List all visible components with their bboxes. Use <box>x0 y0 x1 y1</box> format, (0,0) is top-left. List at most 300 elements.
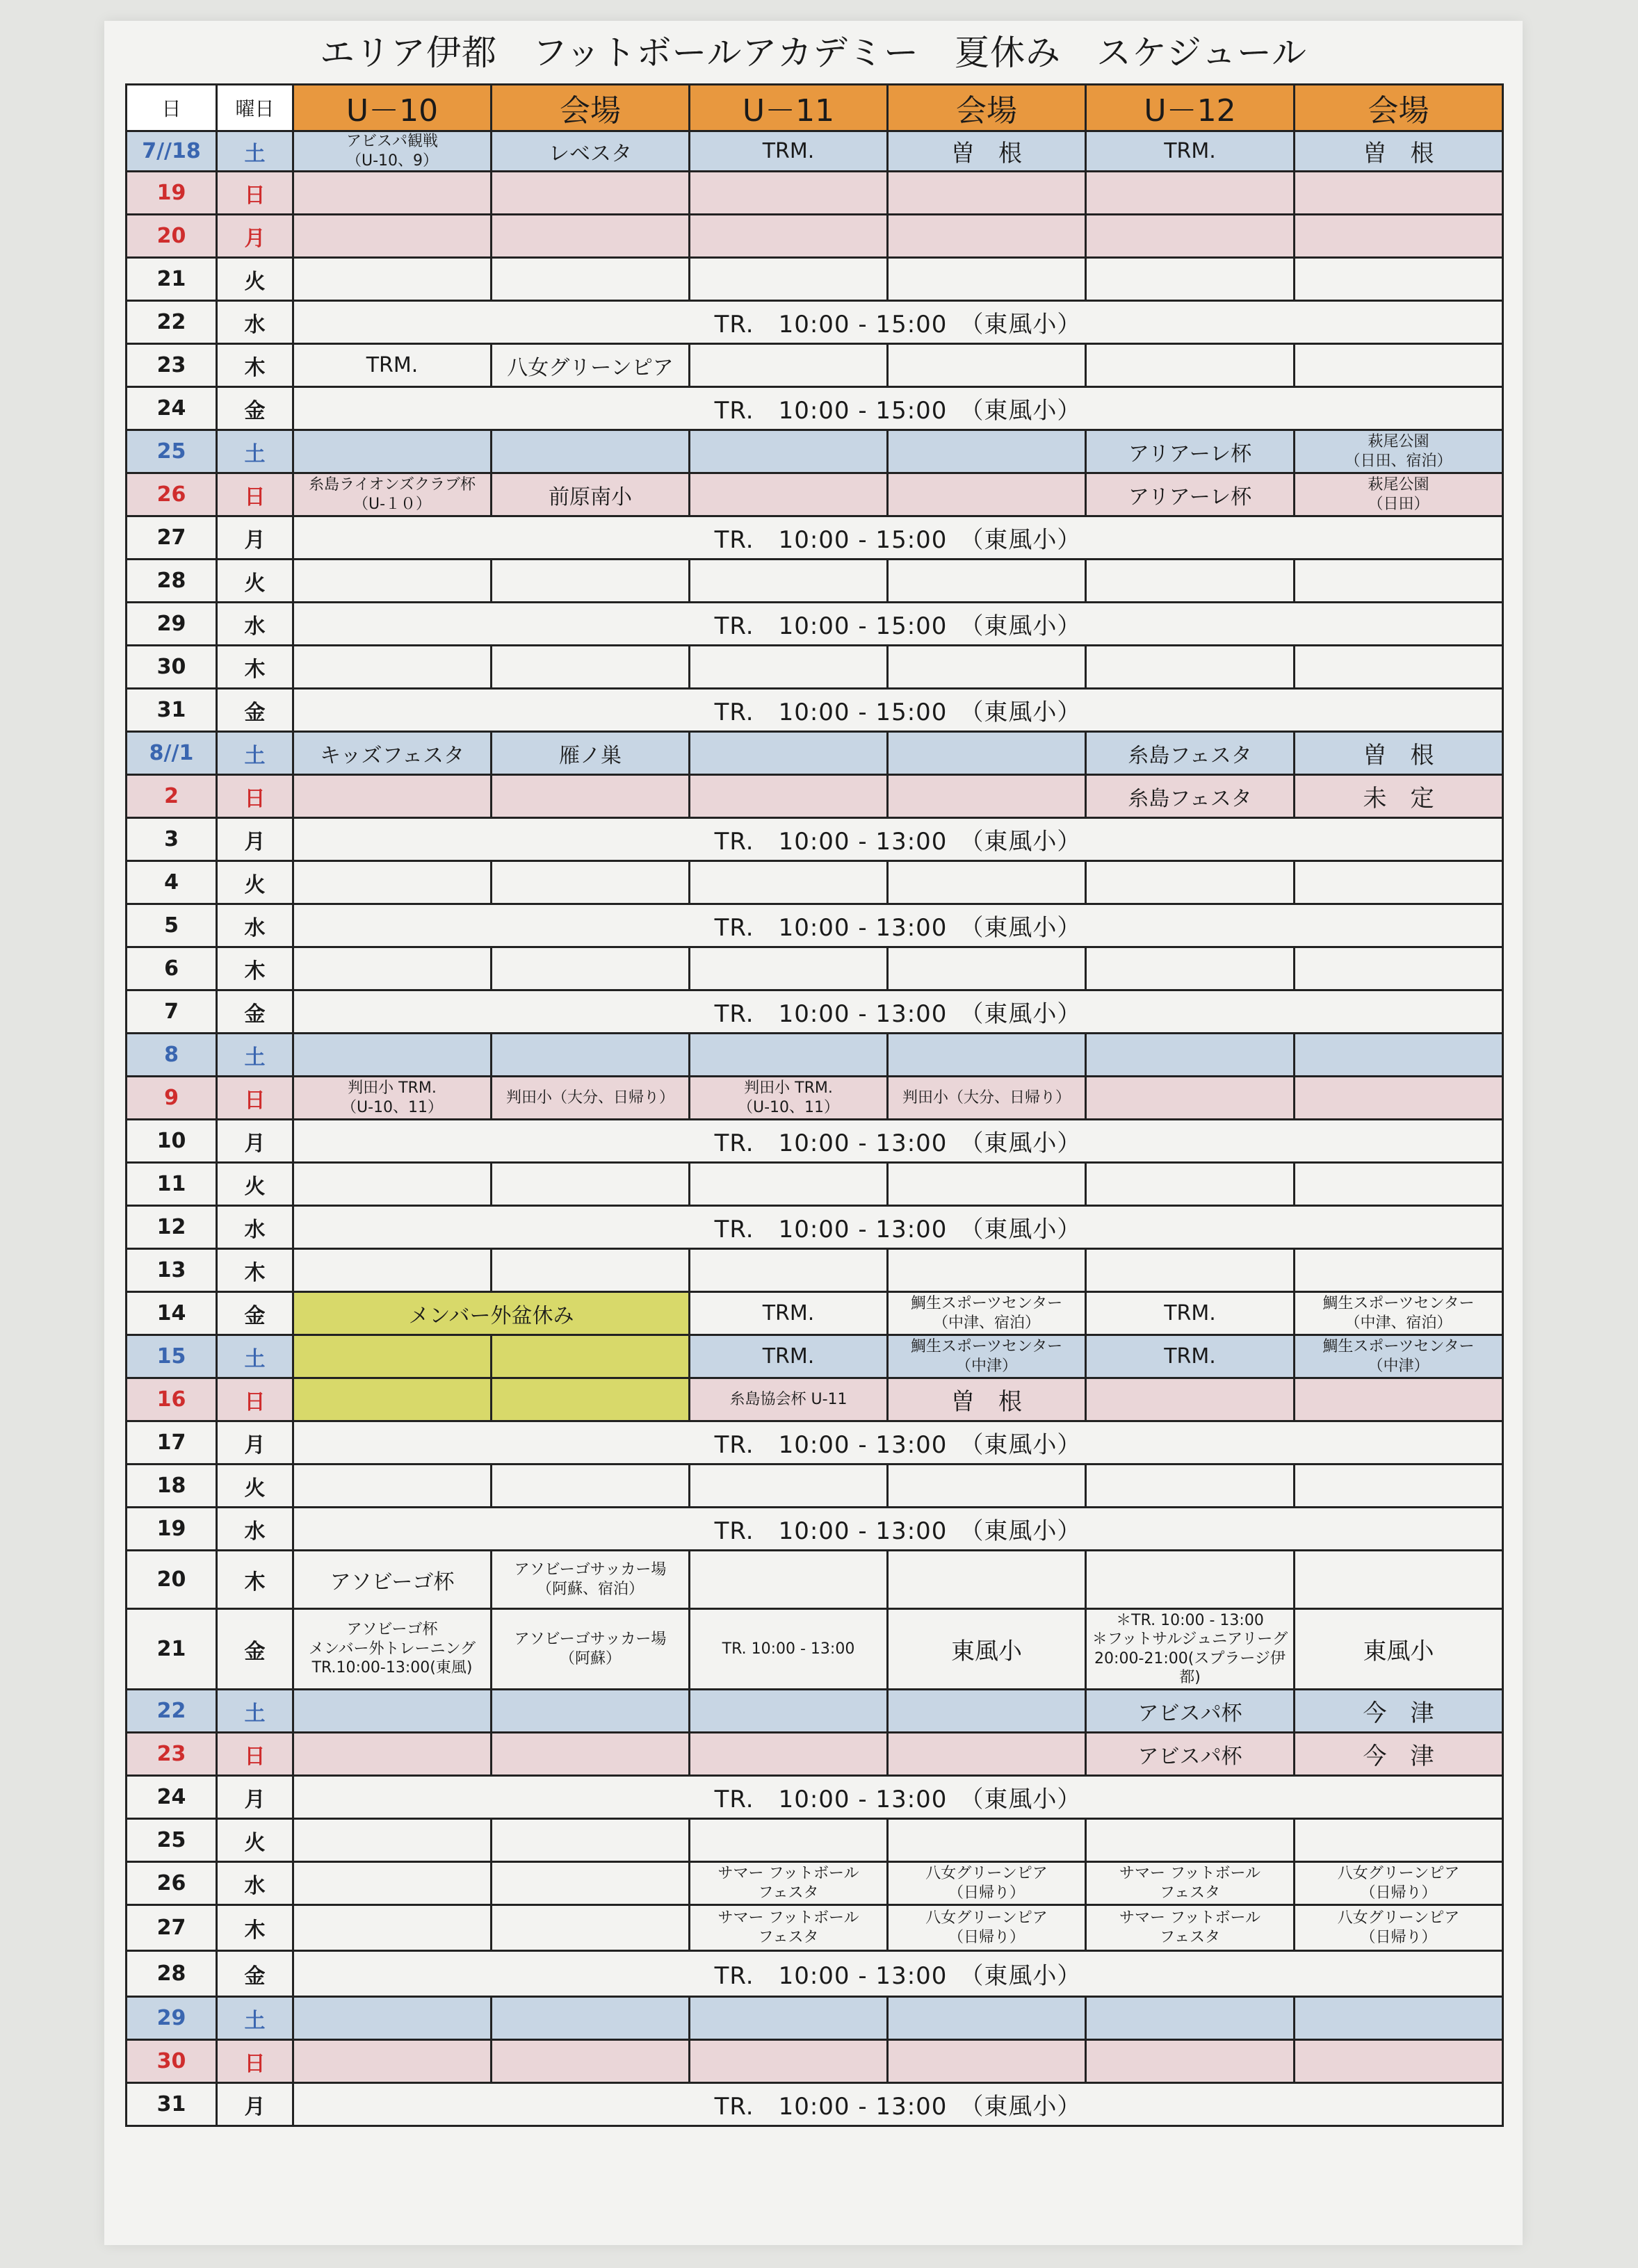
day-cell: 20 <box>127 215 217 258</box>
u10-venue-cell <box>492 1997 690 2040</box>
u12-cell <box>1086 258 1295 301</box>
table-row <box>127 1077 1503 1120</box>
day-cell: 22 <box>127 301 217 344</box>
weekday-cell: 木 <box>217 1905 293 1951</box>
u10-venue-cell <box>492 1335 690 1378</box>
u11-venue-cell: 鯛生スポーツセンター （中津） <box>888 1335 1086 1378</box>
u12-cell <box>1086 1997 1295 2040</box>
weekday-cell: 金 <box>217 387 293 430</box>
u10-venue-cell <box>492 1819 690 1862</box>
weekday-cell: 土 <box>217 1690 293 1733</box>
u12-cell <box>1086 861 1295 904</box>
table-row <box>127 818 1503 861</box>
u11-cell <box>690 2040 888 2083</box>
day-cell: 12 <box>127 1206 217 1249</box>
table-row <box>127 1034 1503 1077</box>
u10-cell: 糸島ライオンズクラブ杯 （U-１０） <box>293 473 492 516</box>
u10-cell <box>293 775 492 818</box>
day-cell: 27 <box>127 1905 217 1951</box>
training-cell: TR. 10:00 - 15:00 （東風小） <box>293 603 1503 646</box>
weekday-cell: 金 <box>217 1292 293 1335</box>
u12-cell <box>1086 1551 1295 1609</box>
u12-cell <box>1086 1249 1295 1292</box>
day-cell: 15 <box>127 1335 217 1378</box>
training-cell: TR. 10:00 - 13:00 （東風小） <box>293 904 1503 947</box>
weekday-cell: 月 <box>217 1120 293 1163</box>
training-cell: TR. 10:00 - 13:00 （東風小） <box>293 1776 1503 1819</box>
table-row <box>127 990 1503 1034</box>
u10-venue-cell <box>492 258 690 301</box>
day-cell: 16 <box>127 1378 217 1421</box>
u10-venue-cell <box>492 1733 690 1776</box>
u11-venue-cell: 東風小 <box>888 1609 1086 1690</box>
u12-venue-cell <box>1295 2040 1503 2083</box>
u11-cell <box>690 732 888 775</box>
table-row <box>127 1819 1503 1862</box>
u10-venue-cell: 八女グリーンピア <box>492 344 690 387</box>
weekday-cell: 日 <box>217 775 293 818</box>
header-day: 日 <box>127 85 217 131</box>
u12-cell <box>1086 215 1295 258</box>
u11-cell: サマー フットボール フェスタ <box>690 1905 888 1951</box>
day-cell: 31 <box>127 689 217 732</box>
u10-venue-cell: アソビーゴサッカー場 （阿蘇） <box>492 1609 690 1690</box>
training-cell: TR. 10:00 - 15:00 （東風小） <box>293 689 1503 732</box>
table-row <box>127 603 1503 646</box>
u11-venue-cell <box>888 1465 1086 1508</box>
u10-venue-cell <box>492 861 690 904</box>
table-row <box>127 1163 1503 1206</box>
u10-cell <box>293 1378 492 1421</box>
u11-venue-cell <box>888 947 1086 990</box>
day-cell: 21 <box>127 258 217 301</box>
day-cell: 24 <box>127 387 217 430</box>
u10-venue-cell <box>492 1163 690 1206</box>
day-cell: 22 <box>127 1690 217 1733</box>
header-u10-venue: 会場 <box>492 85 690 131</box>
weekday-cell: 土 <box>217 1335 293 1378</box>
u10-cell <box>293 1465 492 1508</box>
header-u11: U－11 <box>690 85 888 131</box>
u11-venue-cell <box>888 1819 1086 1862</box>
day-cell: 27 <box>127 516 217 560</box>
day-cell: 29 <box>127 1997 217 2040</box>
u11-venue-cell <box>888 775 1086 818</box>
table-row <box>127 1335 1503 1378</box>
u12-venue-cell: 曽 根 <box>1295 732 1503 775</box>
u12-venue-cell <box>1295 1249 1503 1292</box>
day-cell: 25 <box>127 1819 217 1862</box>
u10-cell <box>293 1034 492 1077</box>
u10-cell <box>293 1819 492 1862</box>
u10-venue-cell <box>492 215 690 258</box>
u10-cell <box>293 646 492 689</box>
table-row <box>127 732 1503 775</box>
weekday-cell: 火 <box>217 1163 293 1206</box>
header-row <box>127 85 1503 131</box>
u11-venue-cell <box>888 861 1086 904</box>
u10-venue-cell <box>492 430 690 473</box>
u12-venue-cell <box>1295 560 1503 603</box>
u12-cell: サマー フットボール フェスタ <box>1086 1905 1295 1951</box>
u11-cell <box>690 344 888 387</box>
weekday-cell: 金 <box>217 1951 293 1997</box>
training-cell: TR. 10:00 - 13:00 （東風小） <box>293 1951 1503 1997</box>
training-cell: TR. 10:00 - 13:00 （東風小） <box>293 1206 1503 1249</box>
u10-cell <box>293 215 492 258</box>
u10-venue-cell <box>492 1034 690 1077</box>
day-cell: 21 <box>127 1609 217 1690</box>
u11-cell: TRM. <box>690 1292 888 1335</box>
u11-venue-cell <box>888 215 1086 258</box>
u12-venue-cell <box>1295 172 1503 215</box>
table-row <box>127 2083 1503 2126</box>
weekday-cell: 火 <box>217 258 293 301</box>
table-row <box>127 904 1503 947</box>
weekday-cell: 水 <box>217 1508 293 1551</box>
u11-cell <box>690 861 888 904</box>
table-row <box>127 131 1503 172</box>
u11-venue-cell <box>888 344 1086 387</box>
u11-cell <box>690 172 888 215</box>
training-cell: TR. 10:00 - 15:00 （東風小） <box>293 301 1503 344</box>
training-cell: TR. 10:00 - 13:00 （東風小） <box>293 1508 1503 1551</box>
header-weekday: 曜日 <box>217 85 293 131</box>
day-cell: 31 <box>127 2083 217 2126</box>
weekday-cell: 月 <box>217 2083 293 2126</box>
day-cell: 30 <box>127 646 217 689</box>
table-row <box>127 1997 1503 2040</box>
u10-merged-cell: メンバー外盆休み <box>293 1292 690 1335</box>
weekday-cell: 木 <box>217 344 293 387</box>
weekday-cell: 日 <box>217 2040 293 2083</box>
u11-venue-cell <box>888 1733 1086 1776</box>
u10-venue-cell <box>492 1690 690 1733</box>
u11-venue-cell: 八女グリーンピア （日帰り） <box>888 1905 1086 1951</box>
u12-cell: アビスパ杯 <box>1086 1733 1295 1776</box>
day-cell: 4 <box>127 861 217 904</box>
u11-venue-cell <box>888 560 1086 603</box>
day-cell: 8//1 <box>127 732 217 775</box>
u11-cell: TR. 10:00 - 13:00 <box>690 1609 888 1690</box>
u11-cell <box>690 947 888 990</box>
u12-venue-cell <box>1295 1077 1503 1120</box>
table-row <box>127 1292 1503 1335</box>
u11-cell: 判田小 TRM. （U-10、11） <box>690 1077 888 1120</box>
u10-cell: キッズフェスタ <box>293 732 492 775</box>
u12-venue-cell <box>1295 947 1503 990</box>
table-row <box>127 1120 1503 1163</box>
training-cell: TR. 10:00 - 13:00 （東風小） <box>293 1421 1503 1465</box>
weekday-cell: 火 <box>217 861 293 904</box>
table-row <box>127 387 1503 430</box>
u11-cell <box>690 646 888 689</box>
day-cell: 19 <box>127 172 217 215</box>
table-row <box>127 1378 1503 1421</box>
table-row <box>127 1609 1503 1690</box>
u11-venue-cell <box>888 646 1086 689</box>
u11-venue-cell: 判田小（大分、日帰り） <box>888 1077 1086 1120</box>
weekday-cell: 火 <box>217 1819 293 1862</box>
u10-cell <box>293 947 492 990</box>
u11-venue-cell <box>888 473 1086 516</box>
u10-venue-cell: 前原南小 <box>492 473 690 516</box>
u12-venue-cell <box>1295 1551 1503 1609</box>
u10-cell <box>293 430 492 473</box>
day-cell: 28 <box>127 560 217 603</box>
day-cell: 24 <box>127 1776 217 1819</box>
weekday-cell: 木 <box>217 947 293 990</box>
u11-venue-cell <box>888 1163 1086 1206</box>
u11-venue-cell <box>888 1690 1086 1733</box>
weekday-cell: 月 <box>217 516 293 560</box>
u12-cell <box>1086 2040 1295 2083</box>
u12-venue-cell <box>1295 1378 1503 1421</box>
weekday-cell: 金 <box>217 1609 293 1690</box>
u10-venue-cell <box>492 172 690 215</box>
u11-cell <box>690 1249 888 1292</box>
u12-venue-cell: 未 定 <box>1295 775 1503 818</box>
table-row <box>127 2040 1503 2083</box>
day-cell: 14 <box>127 1292 217 1335</box>
u10-cell <box>293 1690 492 1733</box>
u10-cell <box>293 1862 492 1905</box>
header-u12-venue: 会場 <box>1295 85 1503 131</box>
table-row <box>127 215 1503 258</box>
table-row <box>127 1905 1503 1951</box>
u11-cell: TRM. <box>690 1335 888 1378</box>
weekday-cell: 金 <box>217 689 293 732</box>
u10-cell <box>293 258 492 301</box>
table-row <box>127 1862 1503 1905</box>
table-row <box>127 1690 1503 1733</box>
table-row <box>127 430 1503 473</box>
weekday-cell: 月 <box>217 818 293 861</box>
day-cell: 8 <box>127 1034 217 1077</box>
table-row <box>127 473 1503 516</box>
u11-cell <box>690 1733 888 1776</box>
table-row <box>127 947 1503 990</box>
u12-cell <box>1086 560 1295 603</box>
day-cell: 25 <box>127 430 217 473</box>
u11-cell <box>690 1690 888 1733</box>
table-row <box>127 1733 1503 1776</box>
training-cell: TR. 10:00 - 13:00 （東風小） <box>293 1120 1503 1163</box>
weekday-cell: 日 <box>217 172 293 215</box>
page-title: エリア伊都 フットボールアカデミー 夏休み スケジュール <box>320 33 1307 73</box>
day-cell: 18 <box>127 1465 217 1508</box>
header-u12: U－12 <box>1086 85 1295 131</box>
table-row <box>127 1206 1503 1249</box>
u11-venue-cell: 曽 根 <box>888 131 1086 172</box>
u12-venue-cell <box>1295 215 1503 258</box>
weekday-cell: 木 <box>217 1551 293 1609</box>
day-cell: 11 <box>127 1163 217 1206</box>
day-cell: 6 <box>127 947 217 990</box>
table-row <box>127 1249 1503 1292</box>
u12-venue-cell <box>1295 258 1503 301</box>
schedule-table <box>125 83 1504 2127</box>
u11-cell <box>690 775 888 818</box>
weekday-cell: 月 <box>217 1421 293 1465</box>
weekday-cell: 日 <box>217 1378 293 1421</box>
table-row <box>127 1421 1503 1465</box>
u12-venue-cell <box>1295 1465 1503 1508</box>
weekday-cell: 日 <box>217 1733 293 1776</box>
table-row <box>127 301 1503 344</box>
table-row <box>127 861 1503 904</box>
day-cell: 10 <box>127 1120 217 1163</box>
weekday-cell: 土 <box>217 1997 293 2040</box>
u10-cell <box>293 2040 492 2083</box>
u10-venue-cell: アソビーゴサッカー場 （阿蘇、宿泊） <box>492 1551 690 1609</box>
day-cell: 9 <box>127 1077 217 1120</box>
weekday-cell: 木 <box>217 1249 293 1292</box>
u11-venue-cell <box>888 1249 1086 1292</box>
schedule-sheet <box>104 21 1523 2245</box>
table-row <box>127 1951 1503 1997</box>
u10-venue-cell <box>492 560 690 603</box>
table-row <box>127 1776 1503 1819</box>
u10-cell: アビスパ観戦 （U-10、9） <box>293 131 492 172</box>
u11-venue-cell: 八女グリーンピア （日帰り） <box>888 1862 1086 1905</box>
day-cell: 5 <box>127 904 217 947</box>
u12-cell <box>1086 1034 1295 1077</box>
weekday-cell: 土 <box>217 131 293 172</box>
training-cell: TR. 10:00 - 15:00 （東風小） <box>293 516 1503 560</box>
training-cell: TR. 10:00 - 13:00 （東風小） <box>293 818 1503 861</box>
u10-cell <box>293 1997 492 2040</box>
u10-venue-cell <box>492 1249 690 1292</box>
day-cell: 20 <box>127 1551 217 1609</box>
u10-venue-cell <box>492 1862 690 1905</box>
u12-cell <box>1086 1378 1295 1421</box>
weekday-cell: 水 <box>217 603 293 646</box>
table-row <box>127 1551 1503 1609</box>
u10-cell: 判田小 TRM. （U-10、11） <box>293 1077 492 1120</box>
u11-cell <box>690 473 888 516</box>
u12-venue-cell <box>1295 1819 1503 1862</box>
u11-cell <box>690 1997 888 2040</box>
u10-venue-cell <box>492 947 690 990</box>
u11-venue-cell <box>888 2040 1086 2083</box>
table-row <box>127 1465 1503 1508</box>
day-cell: 17 <box>127 1421 217 1465</box>
u11-venue-cell <box>888 732 1086 775</box>
weekday-cell: 月 <box>217 215 293 258</box>
weekday-cell: 木 <box>217 646 293 689</box>
u12-cell: TRM. <box>1086 1335 1295 1378</box>
day-cell: 7 <box>127 990 217 1034</box>
u11-cell: 糸島協会杯 U-11 <box>690 1378 888 1421</box>
u12-venue-cell: 八女グリーンピア （日帰り） <box>1295 1862 1503 1905</box>
u12-cell: アビスパ杯 <box>1086 1690 1295 1733</box>
u12-venue-cell <box>1295 861 1503 904</box>
u12-venue-cell: 今 津 <box>1295 1733 1503 1776</box>
u11-venue-cell <box>888 1997 1086 2040</box>
day-cell: 30 <box>127 2040 217 2083</box>
table-row <box>127 689 1503 732</box>
u12-venue-cell <box>1295 1034 1503 1077</box>
u10-venue-cell: レベスタ <box>492 131 690 172</box>
u10-cell <box>293 1335 492 1378</box>
day-cell: 26 <box>127 1862 217 1905</box>
u12-cell: 糸島フェスタ <box>1086 775 1295 818</box>
u12-venue-cell: 鯛生スポーツセンター （中津） <box>1295 1335 1503 1378</box>
u12-cell <box>1086 1465 1295 1508</box>
training-cell: TR. 10:00 - 13:00 （東風小） <box>293 990 1503 1034</box>
u12-cell <box>1086 344 1295 387</box>
u12-cell: 糸島フェスタ <box>1086 732 1295 775</box>
weekday-cell: 月 <box>217 1776 293 1819</box>
u10-venue-cell: 雁ノ巣 <box>492 732 690 775</box>
day-cell: 13 <box>127 1249 217 1292</box>
u12-venue-cell <box>1295 1997 1503 2040</box>
weekday-cell: 土 <box>217 430 293 473</box>
weekday-cell: 水 <box>217 1206 293 1249</box>
u11-cell <box>690 1465 888 1508</box>
u11-cell <box>690 430 888 473</box>
table-row <box>127 775 1503 818</box>
u11-cell <box>690 1551 888 1609</box>
table-row <box>127 646 1503 689</box>
u11-cell: サマー フットボール フェスタ <box>690 1862 888 1905</box>
u10-venue-cell <box>492 2040 690 2083</box>
table-row <box>127 172 1503 215</box>
u10-venue-cell <box>492 775 690 818</box>
weekday-cell: 土 <box>217 732 293 775</box>
day-cell: 7//18 <box>127 131 217 172</box>
u11-cell <box>690 258 888 301</box>
weekday-cell: 土 <box>217 1034 293 1077</box>
u12-cell: ＊TR. 10:00 - 13:00 ＊フットサルジュニアリーグ 20:00-21:00(スプラージ伊都) <box>1086 1609 1295 1690</box>
u11-venue-cell <box>888 1034 1086 1077</box>
table-row <box>127 344 1503 387</box>
u10-cell: TRM. <box>293 344 492 387</box>
u12-cell <box>1086 1819 1295 1862</box>
u10-venue-cell <box>492 1465 690 1508</box>
u12-cell: TRM. <box>1086 131 1295 172</box>
u12-venue-cell: 八女グリーンピア （日帰り） <box>1295 1905 1503 1951</box>
weekday-cell: 火 <box>217 1465 293 1508</box>
u10-cell: アソビーゴ杯 メンバー外トレーニング TR.10:00-13:00(東風) <box>293 1609 492 1690</box>
weekday-cell: 水 <box>217 301 293 344</box>
day-cell: 26 <box>127 473 217 516</box>
u12-cell: アリアーレ杯 <box>1086 473 1295 516</box>
table-row <box>127 516 1503 560</box>
u12-cell: アリアーレ杯 <box>1086 430 1295 473</box>
u12-cell: サマー フットボール フェスタ <box>1086 1862 1295 1905</box>
day-cell: 28 <box>127 1951 217 1997</box>
table-row <box>127 258 1503 301</box>
u12-venue-cell: 萩尾公園 （日田） <box>1295 473 1503 516</box>
u10-venue-cell: 判田小（大分、日帰り） <box>492 1077 690 1120</box>
u12-venue-cell <box>1295 646 1503 689</box>
u12-cell <box>1086 172 1295 215</box>
u12-cell <box>1086 1163 1295 1206</box>
u12-venue-cell: 今 津 <box>1295 1690 1503 1733</box>
u10-cell <box>293 1249 492 1292</box>
u11-venue-cell: 曽 根 <box>888 1378 1086 1421</box>
u12-venue-cell: 東風小 <box>1295 1609 1503 1690</box>
u10-cell: アソビーゴ杯 <box>293 1551 492 1609</box>
u12-venue-cell: 曽 根 <box>1295 131 1503 172</box>
u11-venue-cell <box>888 430 1086 473</box>
training-cell: TR. 10:00 - 15:00 （東風小） <box>293 387 1503 430</box>
weekday-cell: 火 <box>217 560 293 603</box>
u11-venue-cell <box>888 1551 1086 1609</box>
u10-cell <box>293 1733 492 1776</box>
